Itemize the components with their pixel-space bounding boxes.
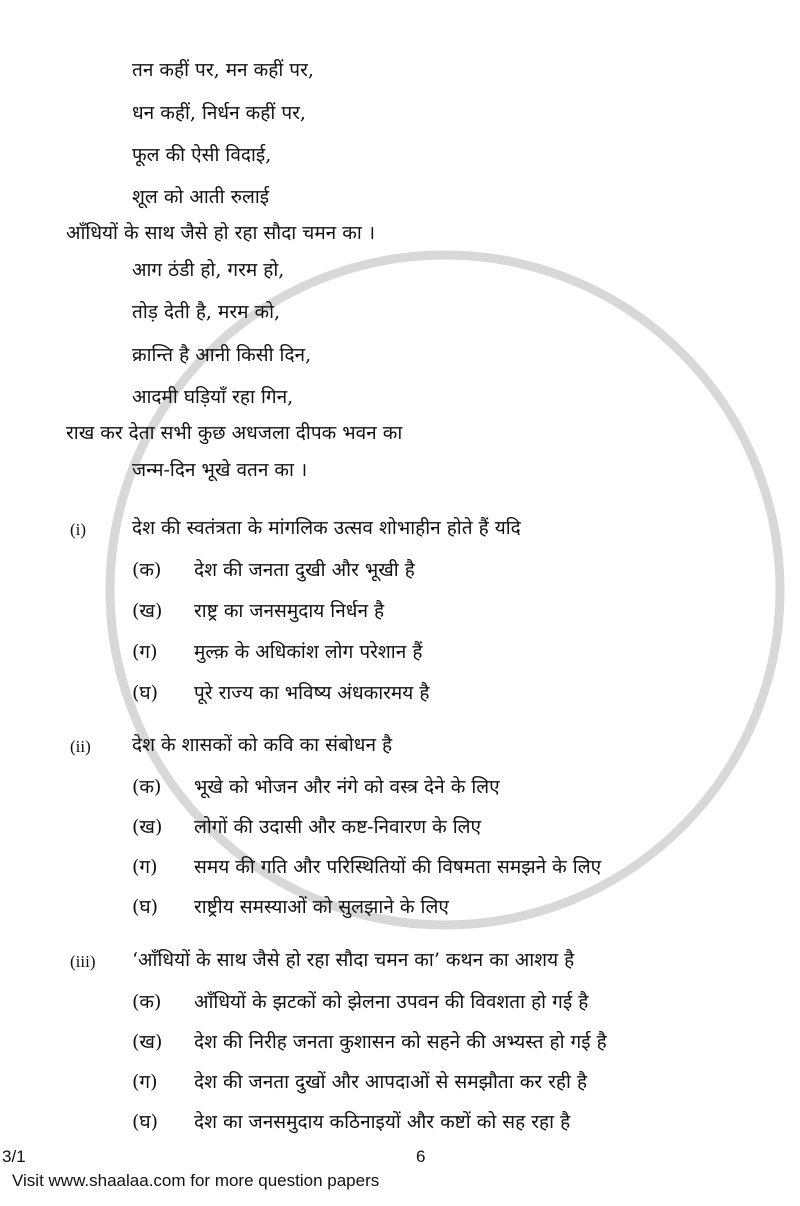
visit-link[interactable]: Visit www.shaalaa.com for more question papers	[12, 1171, 380, 1190]
option-text: देश की जनता दुखी और भूखी है	[194, 559, 415, 581]
poem-line: क्रान्ति है आनी किसी दिन,	[132, 344, 312, 366]
poem-line: राख कर देता सभी कुछ अधजला दीपक भवन का	[66, 422, 403, 444]
poem-line: आग ठंडी हो, गरम हो,	[132, 259, 285, 281]
poem-line: धन कहीं, निर्धन कहीं पर,	[132, 102, 306, 124]
option-text: भूखे को भोजन और नंगे को वस्त्र देने के लिए	[194, 776, 500, 798]
option-text: राष्ट्रीय समस्याओं को सुलझाने के लिए	[194, 896, 449, 918]
option-text: समय की गति और परिस्थितियों की विषमता समझने के लिए	[194, 856, 602, 878]
option-text: मुल्क़ के अधिकांश लोग परेशान हैं	[194, 641, 423, 663]
option-text: लोगों की उदासी और कष्ट-निवारण के लिए	[194, 816, 482, 838]
page-number: 6	[416, 1147, 426, 1166]
poem-line: जन्म-दिन भूखे वतन का ।	[132, 459, 308, 481]
question-text: देश के शासकों को कवि का संबोधन है	[132, 734, 393, 756]
poem-line: फूल की ऐसी विदाई,	[132, 144, 272, 166]
option-label: (ख)	[132, 816, 163, 838]
option-label: (ग)	[132, 856, 158, 878]
question-text: ‘आँधियों के साथ जैसे हो रहा सौदा चमन का’ कथन का आशय है	[132, 949, 575, 971]
question-number: (iii)	[70, 952, 96, 971]
question-text: देश की स्वतंत्रता के मांगलिक उत्सव शोभाहीन होते हैं यदि	[132, 517, 521, 539]
poem-line: आदमी घड़ियाँ रहा गिन,	[132, 386, 294, 408]
option-text: पूरे राज्य का भविष्य अंधकारमय है	[194, 682, 430, 704]
paper-code: 3/1	[2, 1147, 26, 1166]
option-text: राष्ट्र का जनसमुदाय निर्धन है	[194, 600, 385, 622]
poem-line: तन कहीं पर, मन कहीं पर,	[132, 59, 314, 81]
option-text: आँधियों के झटकों को झेलना उपवन की विवशता हो गई है	[194, 991, 589, 1013]
option-label: (ग)	[132, 1071, 158, 1093]
option-label: (घ)	[132, 682, 159, 704]
option-text: देश की निरीह जनता कुशासन को सहने की अभ्यस्त हो गई है	[194, 1031, 607, 1053]
option-label: (घ)	[132, 1111, 159, 1133]
option-label: (क)	[132, 559, 162, 581]
option-label: (ख)	[132, 1031, 163, 1053]
option-label: (क)	[132, 776, 162, 798]
option-label: (ग)	[132, 641, 158, 663]
poem-line: तोड़ देती है, मरम को,	[132, 301, 281, 323]
option-label: (ख)	[132, 600, 163, 622]
poem-line: शूल को आती रुलाई	[132, 186, 270, 208]
option-label: (घ)	[132, 896, 159, 918]
option-text: देश की जनता दुखों और आपदाओं से समझौता कर रही है	[194, 1071, 588, 1093]
question-number: (i)	[70, 520, 87, 539]
poem-line: आँधियों के साथ जैसे हो रहा सौदा चमन का ।	[66, 222, 376, 244]
question-number: (ii)	[70, 737, 91, 756]
option-text: देश का जनसमुदाय कठिनाइयों और कष्टों को सह रहा है	[194, 1111, 571, 1133]
option-label: (क)	[132, 991, 162, 1013]
